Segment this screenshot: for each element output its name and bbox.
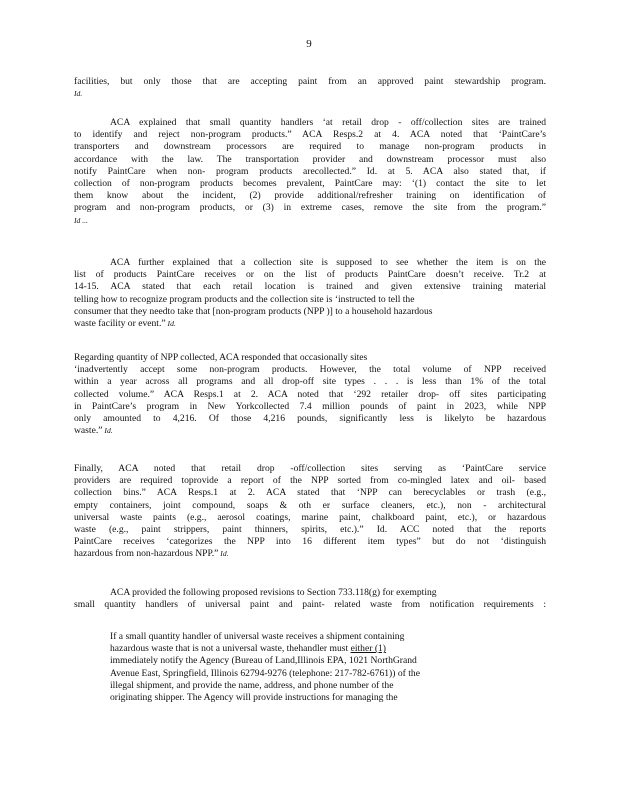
underlined-text: either (1) — [350, 643, 387, 655]
line-text: within a year across all programs and all drop-off site types . . . is less than 1% of the total — [74, 376, 546, 388]
text-line — [74, 269, 546, 281]
line-text: transporters and downstream processors are required to manage non-program products in — [74, 141, 546, 153]
text-line — [74, 376, 546, 388]
text-line — [110, 631, 510, 643]
line-text: to identify and reject non-program products.” ACA Resps.2 at 4. ACA noted that ‘PaintCare’s — [74, 129, 546, 141]
line-text: facilities, but only those that are accepting paint from an approved paint stewardship program. — [74, 76, 546, 87]
text-line — [74, 352, 546, 364]
paragraph — [74, 352, 546, 437]
text-line — [74, 76, 546, 88]
line-text: ACA further explained that a collection site is supposed to see whether the item is on the — [110, 257, 546, 268]
citation: Id. — [102, 426, 113, 436]
text-line — [74, 318, 546, 330]
text-line — [74, 524, 546, 536]
text-line — [74, 487, 546, 499]
text-line — [74, 190, 546, 202]
paragraph — [74, 76, 546, 100]
paragraph — [74, 257, 546, 330]
text-line — [74, 281, 546, 293]
line-text: small quantity handlers of universal paint and paint- related waste from notification requirements : — [74, 599, 546, 611]
text-line — [110, 668, 510, 680]
paragraph — [74, 463, 546, 561]
line-text: providers are required toprovide a report of the NPP sorted from co-mingled latex and oil- based — [74, 475, 546, 487]
line-text: waste (e.g., paint strippers, paint thinners, spirits, etc.).” Id. ACC noted that the reports — [74, 524, 546, 536]
line-text: notify PaintCare when non- program products arecollected.” Id. at 5. ACA also stated that, if — [74, 165, 546, 177]
line-text: collection of non-program products becomes prevalent, PaintCare may: ‘(1) contact the site to let — [74, 178, 546, 190]
text-line — [74, 599, 546, 611]
line-text: illegal shipment, and provide the name, address, and phone number of the — [110, 679, 394, 691]
text-line — [110, 655, 510, 667]
text-line — [74, 548, 546, 560]
text-line — [74, 401, 546, 413]
text-line — [74, 587, 546, 599]
text-line — [74, 425, 546, 437]
page-number: 9 — [306, 38, 312, 50]
line-text: hazardous from non-hazardous NPP.” — [74, 548, 219, 560]
line-text: Avenue East, Springfield, Illinois 62794-9276 (telephone: 217-782-6761)) of the — [110, 667, 420, 679]
line-text: accordance with the law. The transportation provider and downstream processor must also — [74, 153, 546, 165]
text-line — [110, 643, 510, 655]
text-line — [74, 500, 546, 512]
line-text: Finally, ACA noted that retail drop -off/collection sites serving as ‘PaintCare service — [74, 463, 546, 474]
line-text: originating shipper. The Agency will provide instructions for managing the — [110, 692, 398, 704]
line-text: program and non-program products, or (3) in extreme cases, remove the site from the program.” — [74, 202, 546, 214]
text-line — [74, 413, 546, 425]
citation: Id. — [218, 549, 229, 559]
line-text: waste facility or event.” — [74, 318, 166, 330]
text-line — [74, 178, 546, 190]
line-text: only amounted to 4,216. Of those 4,216 pounds, significantly less is likelyto be hazardous — [74, 413, 546, 425]
line-text: ACA explained that small quantity handlers ‘at retail drop - off/collection sites are trained — [110, 117, 546, 128]
text-line — [74, 463, 546, 475]
citation: Id ... — [74, 215, 88, 225]
paragraph — [74, 587, 546, 611]
text-line — [74, 166, 546, 178]
text-line — [74, 154, 546, 166]
text-line — [74, 88, 546, 100]
text-line — [74, 364, 546, 376]
text-line — [74, 389, 546, 401]
text-line — [74, 257, 546, 269]
line-text: immediately notify the Agency (Bureau of Land,Illinois EPA, 1021 NorthGrand — [110, 655, 417, 667]
line-text: universal waste paints (e.g., aerosol coatings, marine paint, chalkboard paint, etc.), or hazardous — [74, 511, 546, 523]
line-text: waste.” — [74, 425, 103, 437]
text-line — [74, 306, 546, 318]
text-line — [74, 215, 546, 227]
text-line — [74, 294, 546, 306]
citation: Id. — [74, 89, 83, 99]
text-line — [74, 202, 546, 214]
line-text: them know about the incident, (2) provide additional/refresher training on identification of — [74, 190, 546, 202]
block-quote — [110, 631, 510, 704]
line-text: telling how to recognize program products and the collection site is ‘instructed to tell the — [74, 293, 415, 305]
line-text: If a small quantity handler of universal waste receives a shipment containing — [110, 631, 405, 642]
text-line — [74, 512, 546, 524]
citation: Id. — [165, 319, 176, 329]
text-line — [74, 475, 546, 487]
text-line — [74, 129, 546, 141]
line-text: PaintCare receives ‘categorizes the NPP into 16 different item types” but do not ‘distinguish — [74, 536, 546, 548]
line-text: 14-15. ACA stated that each retail location is trained and given extensive training material — [74, 281, 546, 293]
line-text: list of products PaintCare receives or on the list of products PaintCare doesn’t receive. Tr.2 at — [74, 269, 546, 281]
text-line — [110, 680, 510, 692]
paragraph — [74, 117, 546, 227]
line-text: consumer that they needto take that [non-program products (NPP )] to a household hazardous — [74, 305, 433, 317]
line-text: ACA provided the following proposed revisions to Section 733.118(g) for exempting — [110, 587, 437, 598]
text-line — [74, 536, 546, 548]
line-text: collection bins.” ACA Resps.1 at 2. ACA stated that ‘NPP can berecyclables or trash (e.g., — [74, 487, 546, 499]
text-line — [74, 141, 546, 153]
line-text: collected volume.” ACA Resps.1 at 2. ACA noted that ‘292 retailer drop- off sites participating — [74, 388, 546, 400]
text-line — [110, 692, 510, 704]
line-text: Regarding quantity of NPP collected, ACA responded that occasionally sites — [74, 352, 368, 363]
line-text: ‘inadvertently accept some non-program products. However, the total volume of NPP received — [74, 364, 546, 376]
line-text: in PaintCare’s program in New Yorkcollected 7.4 million pounds of paint in 2023, while NPP — [74, 400, 546, 412]
line-text: empty containers, joint compound, soaps & oth er surface cleaners, etc.), non - architectural — [74, 499, 546, 511]
line-text: hazardous waste that is not a universal waste, thehandler must — [110, 643, 351, 655]
text-line — [74, 117, 546, 129]
